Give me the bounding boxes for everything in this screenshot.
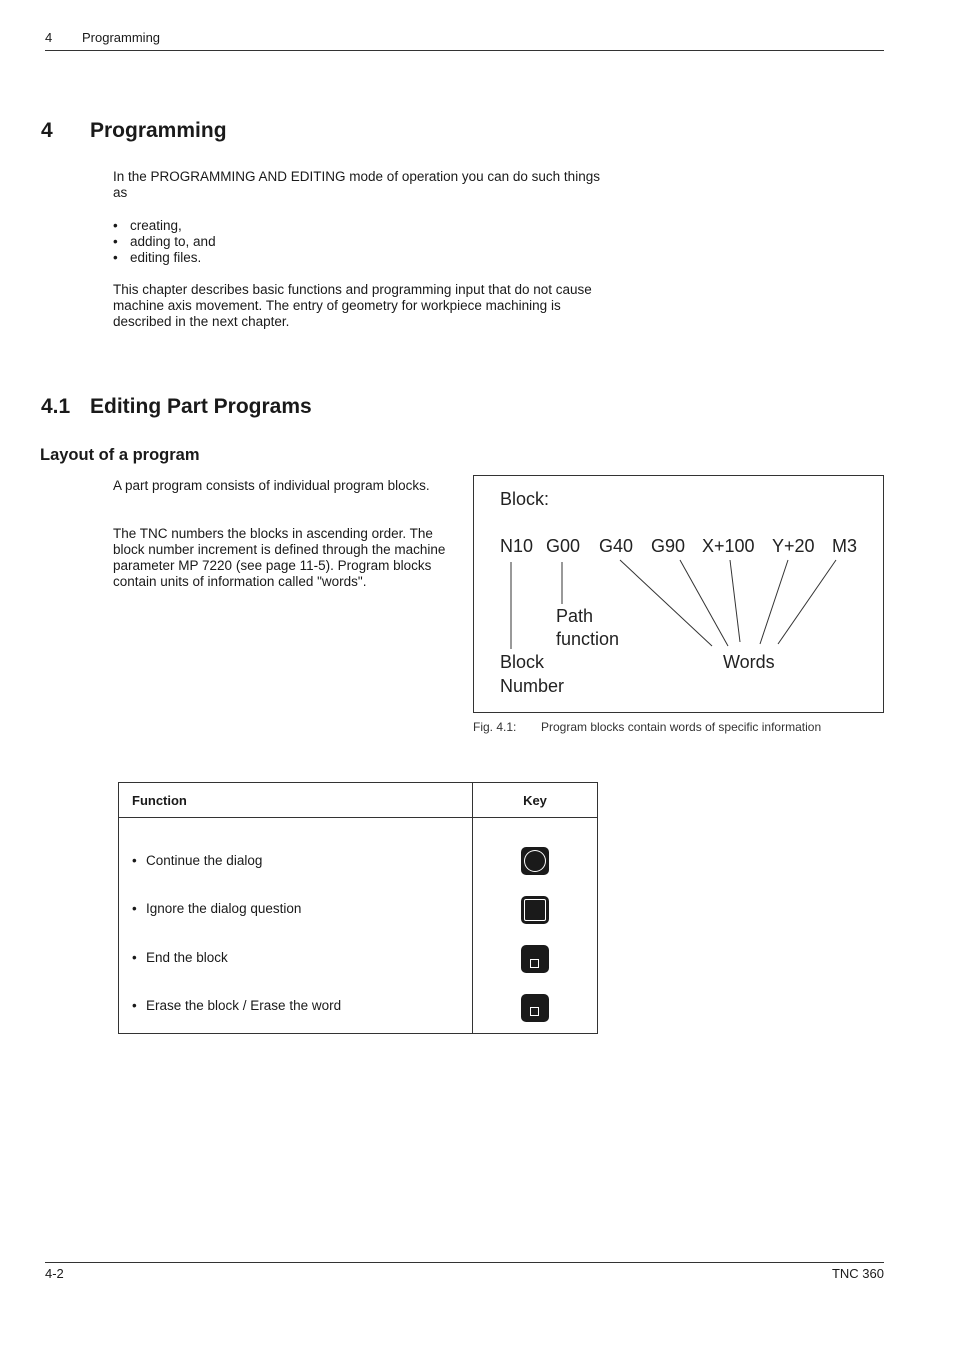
function-erase-block-word: Erase the block / Erase the word xyxy=(146,998,342,1014)
word-pointer-line xyxy=(778,560,836,644)
subsection-heading: Layout of a program xyxy=(40,446,200,464)
figure-word-x100: X+100 xyxy=(702,536,755,556)
key-list-cell xyxy=(473,818,598,1034)
list-item: • Continue the dialog xyxy=(132,852,263,868)
list-item: • End the block xyxy=(132,949,228,965)
figure-path-label-line2: function xyxy=(556,629,620,649)
function-list-cell xyxy=(119,818,473,1034)
figure-block-label: Block: xyxy=(500,489,550,509)
section-number: 4.1 xyxy=(41,395,71,418)
word-pointer-line xyxy=(760,560,788,644)
figure-word-g40: G40 xyxy=(599,536,634,556)
header-rule xyxy=(45,50,884,51)
list-item: • adding to, and xyxy=(113,234,513,250)
product-name: TNC 360 xyxy=(831,1266,884,1281)
running-header-chapter-number: 4 xyxy=(45,30,53,45)
list-item: • Erase the block / Erase the word xyxy=(132,998,342,1014)
word-pointer-line xyxy=(680,560,728,646)
table-header-row xyxy=(119,783,598,818)
figure-word-g00: G00 xyxy=(546,536,581,556)
page-number: 4-2 xyxy=(45,1266,64,1281)
chapter-description-paragraph: This chapter describes basic functions and programming input that do not cause machine axis movement. The entry of geometry for workpiece machining is described in the next chapter. xyxy=(113,282,592,329)
figure-block-number-line2: Number xyxy=(500,676,565,696)
intro-paragraph: In the PROGRAMMING AND EDITING mode of operation you can do such things as xyxy=(113,169,600,200)
circle-key-icon xyxy=(520,846,550,876)
delete-block-key-icon xyxy=(520,993,550,1023)
function-key-table xyxy=(118,782,598,1034)
function-continue-dialog: Continue the dialog xyxy=(146,852,263,868)
list-item: • creating, xyxy=(113,218,513,234)
running-header-chapter-title: Programming xyxy=(82,30,161,45)
chapter-title: Programming xyxy=(90,119,227,142)
figure-caption-text: Program blocks contain words of specific information xyxy=(541,720,822,734)
list-item: • Ignore the dialog question xyxy=(132,901,302,917)
column-header-function: Function xyxy=(119,783,473,818)
footer-rule xyxy=(45,1262,884,1263)
figure-caption-number: Fig. 4.1: xyxy=(473,720,517,734)
function-end-block: End the block xyxy=(146,949,228,965)
column-header-key: Key xyxy=(473,783,598,818)
word-pointer-line xyxy=(730,560,740,642)
program-blocks-paragraph: A part program consists of individual program blocks. xyxy=(113,478,430,493)
end-block-key-icon xyxy=(520,944,550,974)
list-item: • editing files. xyxy=(113,250,513,266)
word-pointer-line xyxy=(620,560,712,646)
figure-words-label: Words xyxy=(723,652,775,672)
figure-path-label-line1: Path xyxy=(556,606,594,626)
capabilities-list xyxy=(113,218,513,266)
square-key-icon xyxy=(520,895,550,925)
program-block-figure xyxy=(473,475,884,713)
figure-word-n10: N10 xyxy=(500,536,534,556)
figure-word-m3: M3 xyxy=(832,536,858,556)
table-row xyxy=(119,818,598,1034)
function-ignore-question: Ignore the dialog question xyxy=(146,901,302,917)
section-title: Editing Part Programs xyxy=(90,395,312,418)
figure-word-g90: G90 xyxy=(651,536,686,556)
figure-word-y20: Y+20 xyxy=(772,536,815,556)
chapter-number: 4 xyxy=(41,119,53,142)
block-numbering-paragraph: The TNC numbers the blocks in ascending order. The block number increment is defined through the machine parameter MP 7220 (see page 11-5). Program blocks contain units of information called "words". xyxy=(113,526,446,589)
figure-block-number-line1: Block xyxy=(500,652,545,672)
